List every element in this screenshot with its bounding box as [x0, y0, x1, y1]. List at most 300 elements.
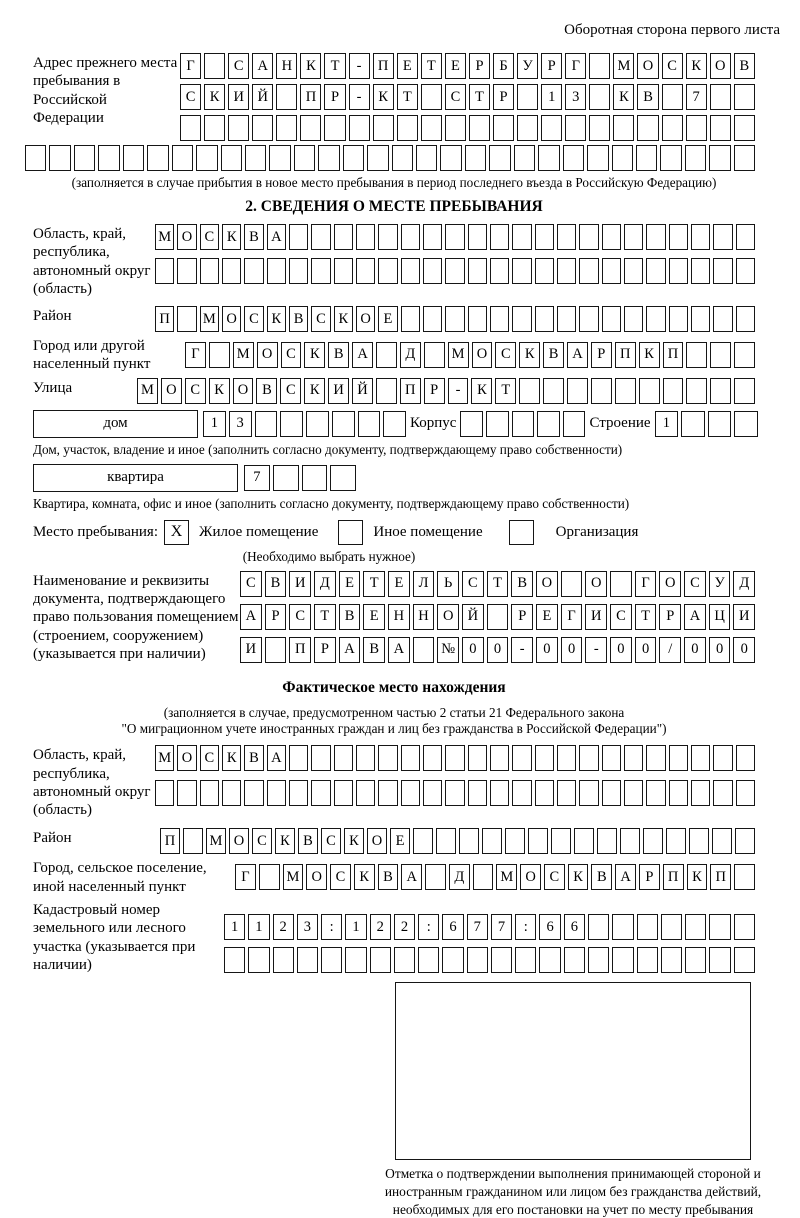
char-cell[interactable]: А — [240, 604, 262, 630]
char-cell[interactable]: : — [515, 914, 536, 940]
char-cell[interactable] — [588, 947, 609, 973]
char-cell[interactable]: К — [639, 342, 660, 368]
char-cell[interactable] — [358, 411, 381, 437]
char-cell[interactable]: : — [418, 914, 439, 940]
char-cell[interactable] — [294, 145, 315, 171]
char-cell[interactable]: К — [687, 864, 708, 890]
char-cell[interactable] — [378, 224, 397, 250]
char-cell[interactable]: 7 — [467, 914, 488, 940]
char-cell[interactable]: Е — [390, 828, 410, 854]
char-cell[interactable] — [200, 780, 219, 806]
char-cell[interactable] — [490, 780, 509, 806]
char-cell[interactable]: В — [339, 604, 361, 630]
char-cell[interactable]: С — [280, 378, 301, 404]
char-cell[interactable] — [512, 411, 535, 437]
char-cell[interactable] — [734, 914, 755, 940]
char-cell[interactable]: - — [511, 637, 533, 663]
char-cell[interactable] — [661, 947, 682, 973]
char-cell[interactable] — [490, 306, 509, 332]
char-cell[interactable]: К — [204, 84, 225, 110]
char-cell[interactable] — [734, 864, 755, 890]
char-cell[interactable]: С — [252, 828, 272, 854]
char-cell[interactable] — [535, 306, 554, 332]
char-cell[interactable]: О — [306, 864, 327, 890]
char-cell[interactable] — [280, 411, 303, 437]
char-cell[interactable] — [334, 780, 353, 806]
char-cell[interactable]: К — [354, 864, 375, 890]
char-cell[interactable] — [663, 378, 684, 404]
char-cell[interactable]: У — [517, 53, 538, 79]
char-cell[interactable]: С — [200, 745, 219, 771]
char-cell[interactable]: О — [222, 306, 241, 332]
char-cell[interactable] — [356, 258, 375, 284]
char-cell[interactable] — [517, 115, 538, 141]
char-cell[interactable] — [467, 947, 488, 973]
char-cell[interactable]: О — [177, 224, 196, 250]
char-cell[interactable] — [535, 258, 554, 284]
char-cell[interactable] — [561, 571, 583, 597]
char-cell[interactable]: Т — [635, 604, 657, 630]
char-cell[interactable]: Р — [659, 604, 681, 630]
char-cell[interactable]: / — [659, 637, 681, 663]
char-cell[interactable]: О — [367, 828, 387, 854]
char-cell[interactable]: 1 — [203, 411, 226, 437]
char-cell[interactable]: Т — [363, 571, 385, 597]
char-cell[interactable]: М — [155, 745, 174, 771]
char-cell[interactable]: П — [710, 864, 731, 890]
char-cell[interactable] — [564, 947, 585, 973]
char-cell[interactable] — [397, 115, 418, 141]
char-cell[interactable] — [669, 780, 688, 806]
char-cell[interactable]: К — [334, 306, 353, 332]
char-cell[interactable]: Д — [733, 571, 755, 597]
char-cell[interactable] — [686, 342, 707, 368]
char-cell[interactable] — [637, 947, 658, 973]
char-cell[interactable] — [639, 378, 660, 404]
checkbox-org[interactable] — [509, 520, 534, 545]
char-cell[interactable] — [589, 84, 610, 110]
char-cell[interactable] — [602, 306, 621, 332]
char-cell[interactable]: 2 — [273, 914, 294, 940]
char-cell[interactable]: И — [289, 571, 311, 597]
char-cell[interactable]: Н — [276, 53, 297, 79]
char-cell[interactable] — [473, 864, 494, 890]
char-cell[interactable] — [265, 637, 287, 663]
char-cell[interactable] — [334, 224, 353, 250]
char-cell[interactable] — [289, 780, 308, 806]
char-cell[interactable] — [637, 914, 658, 940]
char-cell[interactable] — [543, 378, 564, 404]
char-cell[interactable]: С — [185, 378, 206, 404]
char-cell[interactable]: С — [495, 342, 516, 368]
char-cell[interactable]: Е — [339, 571, 361, 597]
char-cell[interactable] — [597, 828, 617, 854]
char-cell[interactable] — [736, 780, 755, 806]
char-cell[interactable] — [579, 780, 598, 806]
char-cell[interactable] — [416, 145, 437, 171]
char-cell[interactable] — [734, 411, 758, 437]
char-cell[interactable]: С — [281, 342, 302, 368]
char-cell[interactable]: И — [240, 637, 262, 663]
char-cell[interactable] — [378, 780, 397, 806]
char-cell[interactable] — [259, 864, 280, 890]
char-cell[interactable]: Т — [314, 604, 336, 630]
char-cell[interactable] — [490, 224, 509, 250]
char-cell[interactable]: О — [177, 745, 196, 771]
char-cell[interactable] — [273, 465, 299, 491]
char-cell[interactable]: - — [448, 378, 469, 404]
char-cell[interactable]: К — [304, 342, 325, 368]
char-cell[interactable] — [519, 378, 540, 404]
char-cell[interactable] — [183, 828, 203, 854]
char-cell[interactable] — [493, 115, 514, 141]
char-cell[interactable]: 3 — [565, 84, 586, 110]
char-cell[interactable] — [646, 224, 665, 250]
char-cell[interactable] — [557, 258, 576, 284]
char-cell[interactable]: 1 — [248, 914, 269, 940]
char-cell[interactable]: Е — [397, 53, 418, 79]
char-cell[interactable]: Д — [314, 571, 336, 597]
char-cell[interactable]: М — [613, 53, 634, 79]
char-cell[interactable]: Т — [469, 84, 490, 110]
char-cell[interactable] — [222, 780, 241, 806]
char-cell[interactable] — [535, 745, 554, 771]
char-cell[interactable] — [172, 145, 193, 171]
char-cell[interactable] — [204, 53, 225, 79]
char-cell[interactable]: Р — [591, 342, 612, 368]
char-cell[interactable] — [602, 745, 621, 771]
char-cell[interactable] — [269, 145, 290, 171]
char-cell[interactable] — [602, 258, 621, 284]
char-cell[interactable] — [155, 258, 174, 284]
char-cell[interactable] — [311, 224, 330, 250]
char-cell[interactable] — [25, 145, 46, 171]
char-cell[interactable]: В — [289, 306, 308, 332]
char-cell[interactable]: В — [256, 378, 277, 404]
char-cell[interactable] — [343, 145, 364, 171]
char-cell[interactable] — [713, 224, 732, 250]
char-cell[interactable] — [557, 224, 576, 250]
char-cell[interactable]: Й — [462, 604, 484, 630]
char-cell[interactable]: К — [373, 84, 394, 110]
char-cell[interactable]: Р — [469, 53, 490, 79]
char-cell[interactable] — [442, 947, 463, 973]
char-cell[interactable]: М — [137, 378, 158, 404]
char-cell[interactable]: Й — [252, 84, 273, 110]
char-cell[interactable]: Т — [495, 378, 516, 404]
char-cell[interactable] — [468, 258, 487, 284]
char-cell[interactable] — [624, 224, 643, 250]
char-cell[interactable] — [324, 115, 345, 141]
char-cell[interactable]: М — [233, 342, 254, 368]
char-cell[interactable] — [514, 145, 535, 171]
char-cell[interactable]: Г — [635, 571, 657, 597]
char-cell[interactable] — [74, 145, 95, 171]
char-cell[interactable] — [579, 224, 598, 250]
char-cell[interactable]: Р — [424, 378, 445, 404]
char-cell[interactable] — [710, 115, 731, 141]
char-cell[interactable]: М — [155, 224, 174, 250]
char-cell[interactable]: С — [240, 571, 262, 597]
char-cell[interactable] — [735, 828, 755, 854]
char-cell[interactable] — [486, 411, 509, 437]
char-cell[interactable] — [708, 411, 732, 437]
char-cell[interactable] — [245, 145, 266, 171]
char-cell[interactable] — [445, 745, 464, 771]
char-cell[interactable]: - — [349, 84, 370, 110]
char-cell[interactable] — [646, 745, 665, 771]
char-cell[interactable] — [401, 258, 420, 284]
char-cell[interactable]: К — [300, 53, 321, 79]
char-cell[interactable]: 7 — [491, 914, 512, 940]
char-cell[interactable] — [421, 84, 442, 110]
char-cell[interactable] — [306, 411, 329, 437]
char-cell[interactable] — [460, 411, 483, 437]
char-cell[interactable]: 0 — [610, 637, 632, 663]
char-cell[interactable]: В — [591, 864, 612, 890]
char-cell[interactable]: У — [709, 571, 731, 597]
char-cell[interactable]: О — [536, 571, 558, 597]
char-cell[interactable] — [734, 947, 755, 973]
char-cell[interactable]: И — [328, 378, 349, 404]
char-cell[interactable] — [734, 115, 755, 141]
char-cell[interactable] — [691, 224, 710, 250]
char-cell[interactable]: Л — [413, 571, 435, 597]
char-cell[interactable]: П — [300, 84, 321, 110]
char-cell[interactable] — [155, 780, 174, 806]
char-cell[interactable]: К — [613, 84, 634, 110]
char-cell[interactable] — [228, 115, 249, 141]
char-cell[interactable]: А — [352, 342, 373, 368]
char-cell[interactable] — [736, 745, 755, 771]
char-cell[interactable] — [465, 145, 486, 171]
char-cell[interactable] — [579, 258, 598, 284]
char-cell[interactable] — [222, 258, 241, 284]
char-cell[interactable]: Ц — [709, 604, 731, 630]
char-cell[interactable]: К — [344, 828, 364, 854]
char-cell[interactable] — [646, 780, 665, 806]
char-cell[interactable] — [436, 828, 456, 854]
char-cell[interactable]: О — [257, 342, 278, 368]
char-cell[interactable]: 1 — [541, 84, 562, 110]
char-cell[interactable] — [487, 604, 509, 630]
char-cell[interactable]: М — [448, 342, 469, 368]
char-cell[interactable]: Г — [185, 342, 206, 368]
char-cell[interactable] — [517, 84, 538, 110]
char-cell[interactable]: 1 — [655, 411, 679, 437]
char-cell[interactable] — [177, 258, 196, 284]
char-cell[interactable]: Р — [493, 84, 514, 110]
char-cell[interactable] — [445, 224, 464, 250]
char-cell[interactable] — [267, 258, 286, 284]
char-cell[interactable]: К — [304, 378, 325, 404]
char-cell[interactable]: М — [496, 864, 517, 890]
char-cell[interactable] — [691, 258, 710, 284]
char-cell[interactable]: Г — [180, 53, 201, 79]
char-cell[interactable]: К — [222, 745, 241, 771]
char-cell[interactable] — [302, 465, 328, 491]
char-cell[interactable]: 0 — [709, 637, 731, 663]
char-cell[interactable]: С — [330, 864, 351, 890]
char-cell[interactable] — [394, 947, 415, 973]
char-cell[interactable] — [273, 947, 294, 973]
char-cell[interactable] — [468, 306, 487, 332]
char-cell[interactable] — [587, 145, 608, 171]
char-cell[interactable]: А — [567, 342, 588, 368]
char-cell[interactable] — [468, 780, 487, 806]
char-cell[interactable]: В — [265, 571, 287, 597]
char-cell[interactable] — [376, 378, 397, 404]
char-cell[interactable]: 1 — [224, 914, 245, 940]
char-cell[interactable] — [589, 53, 610, 79]
char-cell[interactable] — [378, 745, 397, 771]
char-cell[interactable] — [734, 84, 755, 110]
char-cell[interactable]: 1 — [345, 914, 366, 940]
char-cell[interactable]: П — [615, 342, 636, 368]
char-cell[interactable] — [535, 224, 554, 250]
char-cell[interactable] — [734, 145, 755, 171]
char-cell[interactable] — [709, 947, 730, 973]
char-cell[interactable] — [736, 224, 755, 250]
char-cell[interactable]: 7 — [244, 465, 270, 491]
char-cell[interactable] — [709, 145, 730, 171]
char-cell[interactable] — [276, 84, 297, 110]
char-cell[interactable] — [685, 145, 706, 171]
char-cell[interactable] — [49, 145, 70, 171]
char-cell[interactable]: В — [637, 84, 658, 110]
char-cell[interactable] — [734, 342, 755, 368]
char-cell[interactable] — [686, 378, 707, 404]
char-cell[interactable]: В — [511, 571, 533, 597]
char-cell[interactable]: В — [244, 224, 263, 250]
char-cell[interactable] — [734, 378, 755, 404]
char-cell[interactable]: Н — [388, 604, 410, 630]
char-cell[interactable]: П — [160, 828, 180, 854]
char-cell[interactable]: 6 — [539, 914, 560, 940]
char-cell[interactable] — [423, 745, 442, 771]
char-cell[interactable] — [563, 145, 584, 171]
char-cell[interactable]: Е — [388, 571, 410, 597]
char-cell[interactable] — [637, 115, 658, 141]
char-cell[interactable] — [624, 306, 643, 332]
char-cell[interactable]: Й — [352, 378, 373, 404]
char-cell[interactable]: В — [543, 342, 564, 368]
char-cell[interactable] — [255, 411, 278, 437]
char-cell[interactable]: М — [206, 828, 226, 854]
char-cell[interactable] — [505, 828, 525, 854]
char-cell[interactable] — [669, 258, 688, 284]
char-cell[interactable] — [177, 780, 196, 806]
char-cell[interactable]: Р — [511, 604, 533, 630]
char-cell[interactable]: О — [710, 53, 731, 79]
char-cell[interactable] — [356, 745, 375, 771]
char-cell[interactable]: 0 — [635, 637, 657, 663]
char-cell[interactable] — [565, 115, 586, 141]
char-cell[interactable]: Г — [565, 53, 586, 79]
char-cell[interactable] — [612, 914, 633, 940]
char-cell[interactable]: О — [659, 571, 681, 597]
char-cell[interactable]: Р — [639, 864, 660, 890]
char-cell[interactable] — [557, 780, 576, 806]
char-cell[interactable]: Р — [314, 637, 336, 663]
char-cell[interactable]: О — [356, 306, 375, 332]
char-cell[interactable] — [512, 224, 531, 250]
char-cell[interactable]: К — [275, 828, 295, 854]
char-cell[interactable]: Е — [445, 53, 466, 79]
char-cell[interactable]: В — [378, 864, 399, 890]
char-cell[interactable] — [660, 145, 681, 171]
char-cell[interactable] — [200, 258, 219, 284]
char-cell[interactable]: А — [267, 224, 286, 250]
char-cell[interactable]: 0 — [733, 637, 755, 663]
char-cell[interactable] — [468, 745, 487, 771]
char-cell[interactable] — [539, 947, 560, 973]
char-cell[interactable] — [401, 780, 420, 806]
char-cell[interactable]: И — [733, 604, 755, 630]
char-cell[interactable] — [98, 145, 119, 171]
char-cell[interactable]: К — [471, 378, 492, 404]
char-cell[interactable]: Р — [541, 53, 562, 79]
char-cell[interactable] — [289, 224, 308, 250]
char-cell[interactable]: К — [519, 342, 540, 368]
char-cell[interactable] — [620, 828, 640, 854]
char-cell[interactable]: К — [267, 306, 286, 332]
char-cell[interactable] — [367, 145, 388, 171]
char-cell[interactable]: О — [585, 571, 607, 597]
char-cell[interactable] — [557, 306, 576, 332]
char-cell[interactable] — [512, 306, 531, 332]
char-cell[interactable] — [321, 947, 342, 973]
char-cell[interactable]: В — [244, 745, 263, 771]
char-cell[interactable]: 3 — [229, 411, 252, 437]
char-cell[interactable]: Г — [235, 864, 256, 890]
char-cell[interactable] — [624, 780, 643, 806]
char-cell[interactable] — [713, 306, 732, 332]
char-cell[interactable] — [669, 306, 688, 332]
char-cell[interactable] — [537, 411, 560, 437]
char-cell[interactable] — [445, 258, 464, 284]
char-cell[interactable]: Р — [265, 604, 287, 630]
char-cell[interactable] — [588, 914, 609, 940]
char-cell[interactable]: С — [200, 224, 219, 250]
char-cell[interactable] — [482, 828, 502, 854]
char-cell[interactable] — [248, 947, 269, 973]
char-cell[interactable] — [646, 306, 665, 332]
char-cell[interactable] — [289, 745, 308, 771]
char-cell[interactable]: П — [373, 53, 394, 79]
char-cell[interactable]: А — [267, 745, 286, 771]
char-cell[interactable]: 6 — [442, 914, 463, 940]
char-cell[interactable] — [209, 342, 230, 368]
char-cell[interactable]: П — [155, 306, 174, 332]
char-cell[interactable] — [541, 115, 562, 141]
char-cell[interactable] — [713, 258, 732, 284]
char-cell[interactable] — [413, 637, 435, 663]
char-cell[interactable]: П — [289, 637, 311, 663]
char-cell[interactable] — [413, 828, 433, 854]
char-cell[interactable] — [515, 947, 536, 973]
char-cell[interactable] — [736, 306, 755, 332]
char-cell[interactable]: О — [637, 53, 658, 79]
char-cell[interactable] — [685, 914, 706, 940]
char-cell[interactable] — [424, 342, 445, 368]
char-cell[interactable] — [423, 780, 442, 806]
char-cell[interactable] — [244, 258, 263, 284]
char-cell[interactable] — [332, 411, 355, 437]
char-cell[interactable]: Т — [397, 84, 418, 110]
char-cell[interactable] — [528, 828, 548, 854]
char-cell[interactable]: 3 — [297, 914, 318, 940]
